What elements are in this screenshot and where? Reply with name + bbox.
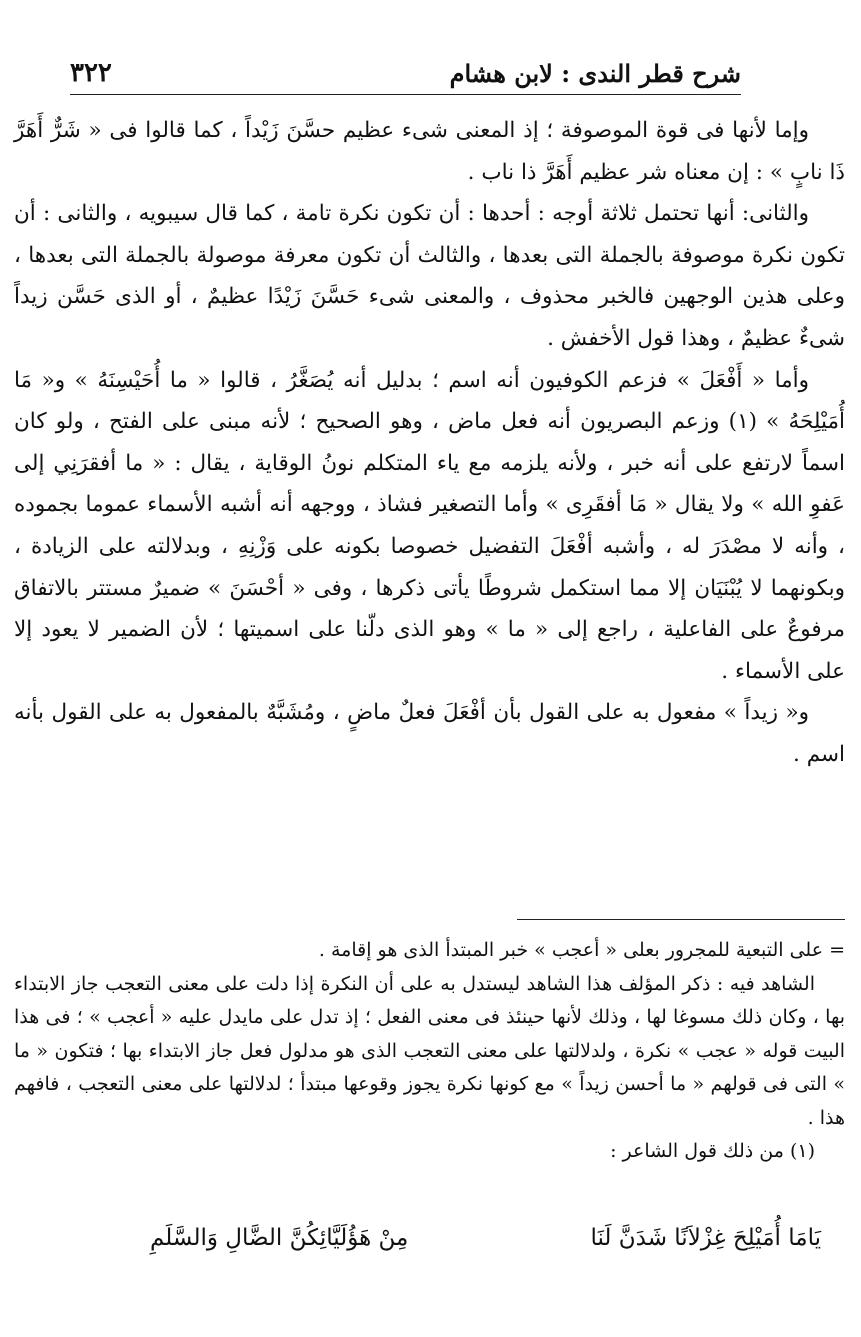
footnote-paragraph: الشاهد فيه : ذكر المؤلف هذا الشاهد ليستدل به على أن النكرة إذا دلت على معنى التعجب جاز الابتداء بها ، وكان ذلك مسوغا لها ، وذلك لأنها حينئذ فى معنى الفعل ؛ إذ تدل على مايدل عليه « أعجب » ؛ فى هذا البيت قوله « عجب » نكرة ، ولدلالتها على معنى التعجب الذى هو مدلول فعل جاز الابتداء بها ؛ فتكون « ما » التى فى قولهم « ما أحسن زيداً » مع كونها نكرة يجوز وقوعها مبتدأ ؛ لدلالتها على معنى التعجب ، فافهم هذا . <box>14 972 845 1129</box>
page-number: ٣٢٢ <box>70 58 112 88</box>
poetry-verse <box>150 1218 821 1258</box>
footnote-paragraph: (١) من ذلك قول الشاعر : <box>610 1140 815 1162</box>
body-paragraph: و« زيداً » مفعول به على القول بأن أفْعَلَ فعلٌ ماضٍ ، ومُشَبَّهٌ بالمفعول به على القول بأنه اسم . <box>14 700 845 767</box>
footnote-paragraph: = على التبعية للمجرور بعلى « أعجب » خبر المبتدأ الذى هو إقامة . <box>318 939 845 961</box>
body-paragraph: والثانى: أنها تحتمل ثلاثة أوجه : أحدها : أن تكون نكرة تامة ، كما قال سيبويه ، والثانى : أن تكون نكرة موصوفة بالجملة التى بعدها ، والثالث أن تكون معرفة موصولة بالجملة التى بعدها ، وعلى هذين الوجهين فالخبر محذوف ، والمعنى شىء حَسَّنَ زَيْدًا عظيمٌ ، أو الذى حَسَّن زيداً شىءٌ عظيمٌ ، وهذا قول الأخفش . <box>14 201 845 351</box>
body-paragraph: وأما « أَفْعَلَ » فزعم الكوفيون أنه اسم ؛ بدليل أنه يُصَغَّرُ ، قالوا « ما أُحَيْسِنَهُ » و« مَا أُمَيْلِحَهُ » (١) وزعم البصريون أنه فعل ماض ، وهو الصحيح ؛ لأنه مبنى على الفتح ، ولو كان اسماً لارتفع على أنه خبر ، ولأنه يلزمه مع ياء المتكلم نونُ الوقاية ، يقال : « ما أفقرَنِي إلى عَفوِ الله » ولا يقال « مَا أفقَرِى » وأما التصغير فشاذ ، ووجهه أنه أشبه الأسماء عموما بجموده ، وأنه لا مصْدَرَ له ، وأشبه أفْعَلَ التفضيل خصوصا بكونه على وَزْنِهِ ، وبدلالته على الزيادة ، وبكونهما لا يُبْنَيَان إلا مما استكمل شروطًا يأتى ذكرها ، وفى « أحْسَنَ » ضميرٌ مستتر بالاتفاق مرفوعٌ على الفاعلية ، راجع إلى « ما » وهو الذى دلّنا على اسميتها ؛ لأن الضمير لا يعود إلا على الأسماء . <box>14 367 845 684</box>
footnote-divider <box>517 919 845 920</box>
running-title: شرح قطر الندى : لابن هشام <box>449 59 741 88</box>
footnotes <box>14 934 845 1169</box>
main-text <box>14 110 845 776</box>
verse-first-hemistich: يَامَا أُمَيْلِحَ غِزْلاَنًا شَدَنَّ لَنَا <box>590 1225 821 1251</box>
page-header <box>70 44 741 95</box>
body-paragraph: وإما لأنها فى قوة الموصوفة ؛ إذ المعنى شىء عظيم حسَّنَ زَيْداً ، كما قالوا فى « شَرٌّ أَهَرَّ ذَا نابٍ » : إن معناه شر عظيم أَهَرَّ ذا ناب . <box>14 118 845 185</box>
verse-second-hemistich: مِنْ هَؤُلَيَّائِكُنَّ الضَّالِ وَالسَّلَمِ <box>150 1225 409 1251</box>
